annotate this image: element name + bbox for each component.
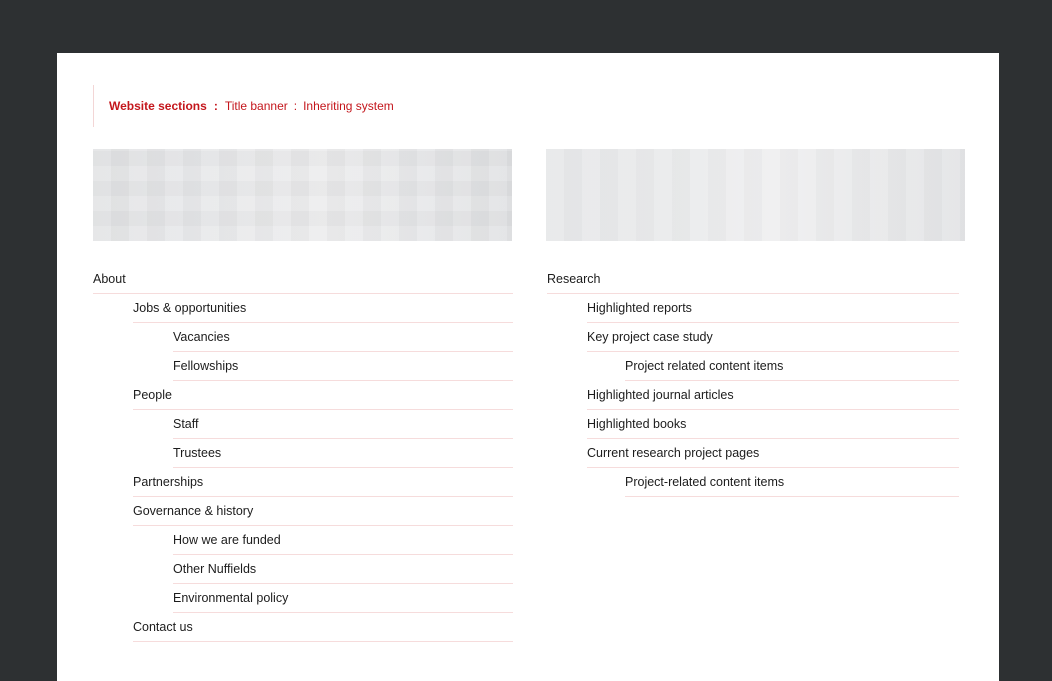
- nav-item-highlighted-journal-articles[interactable]: Highlighted journal articles: [587, 381, 959, 410]
- nav-item-current-research-project-pages[interactable]: Current research project pages: [587, 439, 959, 468]
- about-nav-tree: [93, 265, 513, 642]
- breadcrumb-page[interactable]: Title banner: [224, 99, 288, 113]
- nav-item-highlighted-reports[interactable]: Highlighted reports: [587, 294, 959, 323]
- title-banner-image-research: [546, 149, 965, 241]
- breadcrumb-separator: :: [293, 99, 298, 113]
- nav-item-research[interactable]: Research: [547, 265, 959, 294]
- breadcrumb-section[interactable]: Website sections: [109, 99, 207, 113]
- nav-item-about[interactable]: About: [93, 265, 513, 294]
- nav-item-environmental-policy[interactable]: Environmental policy: [173, 584, 513, 613]
- nav-item-trustees[interactable]: Trustees: [173, 439, 513, 468]
- nav-item-vacancies[interactable]: Vacancies: [173, 323, 513, 352]
- content-card: [57, 53, 999, 681]
- nav-item-staff[interactable]: Staff: [173, 410, 513, 439]
- breadcrumb: [93, 85, 394, 127]
- nav-item-people[interactable]: People: [133, 381, 513, 410]
- nav-item-highlighted-books[interactable]: Highlighted books: [587, 410, 959, 439]
- research-nav-tree: [547, 265, 959, 497]
- breadcrumb-separator: :: [213, 99, 218, 113]
- nav-item-project-related-content-items[interactable]: Project related content items: [625, 352, 959, 381]
- nav-item-contact-us[interactable]: Contact us: [133, 613, 513, 642]
- nav-item-project-related-content-items-2[interactable]: Project-related content items: [625, 468, 959, 497]
- nav-item-jobs-opportunities[interactable]: Jobs & opportunities: [133, 294, 513, 323]
- title-banner-image-about: [93, 149, 512, 241]
- nav-item-fellowships[interactable]: Fellowships: [173, 352, 513, 381]
- breadcrumb-detail: Inheriting system: [303, 99, 394, 113]
- nav-item-how-we-are-funded[interactable]: How we are funded: [173, 526, 513, 555]
- nav-item-key-project-case-study[interactable]: Key project case study: [587, 323, 959, 352]
- nav-item-partnerships[interactable]: Partnerships: [133, 468, 513, 497]
- nav-item-other-nuffields[interactable]: Other Nuffields: [173, 555, 513, 584]
- nav-item-governance-history[interactable]: Governance & history: [133, 497, 513, 526]
